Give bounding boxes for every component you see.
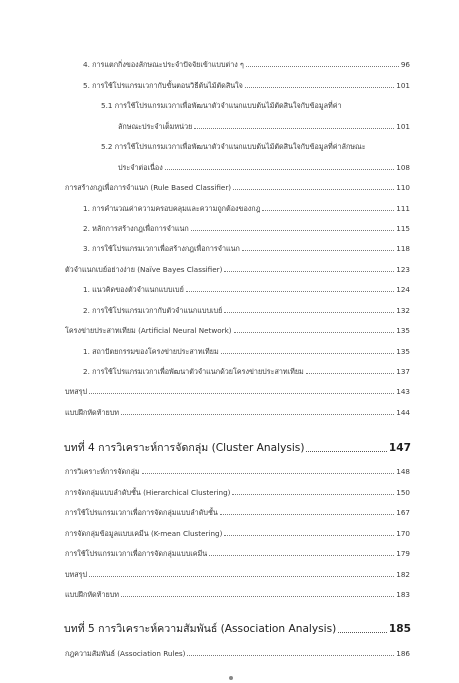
page-marker <box>229 676 233 680</box>
toc-entry-page: 96 <box>400 60 410 69</box>
toc-entry-page: 124 <box>396 285 410 294</box>
leader-dots <box>89 575 394 577</box>
toc-entry-title: 3. การใช้โปรแกรมเวกาเพื่อสร้างกฎเพื่อการจำแนก <box>83 244 240 253</box>
toc-entry-page: 182 <box>396 570 410 579</box>
toc-entry <box>65 549 410 558</box>
toc-entry-title: 1. แนวคิดของตัวจำแนกแบบเบย์ <box>83 285 184 294</box>
leader-dots <box>121 413 394 415</box>
leader-dots <box>89 392 394 394</box>
toc-entry-page: 110 <box>396 183 410 192</box>
toc-entry-page: 118 <box>396 244 410 253</box>
toc-entry <box>118 163 410 172</box>
toc-entry-title: การใช้โปรแกรมเวกาเพื่อการจัดกลุ่มแบบเคมีน <box>65 549 208 558</box>
chapter-page: 185 <box>388 623 411 635</box>
toc-entry-page: 148 <box>396 467 410 476</box>
toc-entry-title-cont: ลักษณะประจำเต็มหน่วย <box>118 122 193 131</box>
toc-entry-page: 167 <box>396 508 410 517</box>
chapter-title: บทที่ 5 การวิเคราะห์ความสัมพันธ์ (Association Analysis) <box>64 623 337 635</box>
toc-entry-page: 135 <box>396 347 410 356</box>
toc-entry-title: การวิเคราะห์การจัดกลุ่ม <box>65 467 140 476</box>
toc-entry-page: 135 <box>396 326 410 335</box>
toc-entry <box>83 224 410 233</box>
toc-entry-page: 186 <box>396 649 410 658</box>
toc-entry <box>65 387 410 396</box>
toc-entry-page: 101 <box>396 81 410 90</box>
toc-entry <box>65 570 410 579</box>
toc-entry-title: 5. การใช้โปรแกรมเวกากับขั้นตอนวิธีต้นไม้ตัดสินใจ <box>83 81 243 90</box>
toc-entry <box>65 649 410 658</box>
toc-entry-title: การจัดกลุ่มข้อมูลแบบเคมีน (K-mean Clustering) <box>65 529 223 538</box>
leader-dots <box>338 631 387 633</box>
leader-dots <box>221 352 395 354</box>
leader-dots <box>142 472 395 474</box>
toc-entry <box>65 183 410 192</box>
toc-entry <box>65 508 410 517</box>
toc-chapter-heading <box>64 623 411 636</box>
leader-dots <box>262 209 394 211</box>
toc-entry <box>83 244 410 253</box>
toc-entry-title: 2. การใช้โปรแกรมเวกาเพื่อพัฒนาตัวจำแนกด้วยโครงข่ายประสาทเทียม <box>83 367 304 376</box>
toc-entry-page: 115 <box>396 224 410 233</box>
toc-entry <box>83 204 410 213</box>
toc-entry-title: 1. สถาปัตยกรรมของโครงข่ายประสาทเทียม <box>83 347 219 356</box>
toc-entry-page: 137 <box>396 367 410 376</box>
toc-entry-page: 101 <box>396 122 410 131</box>
toc-entry <box>65 529 410 538</box>
toc-entry-title: โครงข่ายประสาทเทียม (Artificial Neural Network) <box>65 326 232 335</box>
toc-entry <box>83 347 410 356</box>
leader-dots <box>186 290 395 292</box>
toc-entry <box>65 408 410 417</box>
toc-entry-title: ตัวจำแนกเบย์อย่างง่าย (Naïve Bayes Classifier) <box>65 265 223 274</box>
toc-entry-page: 143 <box>396 387 410 396</box>
leader-dots <box>233 188 394 190</box>
toc-entry <box>83 367 410 376</box>
toc-entry-title: การจัดกลุ่มแบบลำดับชั้น (Hierarchical Clustering) <box>65 488 231 497</box>
leader-dots <box>224 311 394 313</box>
leader-dots <box>224 270 394 272</box>
toc-entry-page: 123 <box>396 265 410 274</box>
toc-entry <box>83 285 410 294</box>
leader-dots <box>191 229 395 231</box>
toc-entry <box>83 81 410 90</box>
toc-entry-title-cont: ประจำต่อเนื่อง <box>118 163 163 172</box>
toc-entry <box>65 467 410 476</box>
leader-dots <box>245 86 394 88</box>
leader-dots <box>306 372 395 374</box>
toc-entry-page: 144 <box>396 408 410 417</box>
toc-entry-title: 5.1 การใช้โปรแกรมเวกาเพื่อพัฒนาตัวจำแนกแบบต้นไม้ตัดสินใจกับข้อมูลที่ค่า <box>101 101 342 110</box>
leader-dots <box>246 65 399 67</box>
toc-entry <box>65 326 410 335</box>
leader-dots <box>220 513 395 515</box>
toc-entry-page: 170 <box>396 529 410 538</box>
toc-entry <box>118 122 410 131</box>
toc-entry-title: แบบฝึกหัดท้ายบท <box>65 408 120 417</box>
toc-entry-title: การสร้างกฎเพื่อการจำแนก (Rule Based Classifier) <box>65 183 232 192</box>
toc-entry-page: 132 <box>396 306 410 315</box>
toc-entry <box>65 265 410 274</box>
toc-entry-title: กฎความสัมพันธ์ (Association Rules) <box>65 649 186 658</box>
toc-entry-title: บทสรุป <box>65 387 88 396</box>
toc-entry <box>83 306 410 315</box>
toc-entry-title: แบบฝึกหัดท้ายบท <box>65 590 120 599</box>
toc-entry-page: 108 <box>396 163 410 172</box>
leader-dots <box>306 450 386 452</box>
leader-dots <box>224 534 394 536</box>
toc-entry-title: บทสรุป <box>65 570 88 579</box>
toc-entry-title: 4. การแตกกิ่งของลักษณะประจำปัจจัยเข้าแบบต่าง ๆ <box>83 60 244 69</box>
toc-entry-page: 183 <box>396 590 410 599</box>
leader-dots <box>232 493 394 495</box>
leader-dots <box>242 249 394 251</box>
toc-entry <box>65 590 410 599</box>
leader-dots <box>194 127 394 129</box>
leader-dots <box>209 554 394 556</box>
toc-entry-title: การใช้โปรแกรมเวกาเพื่อการจัดกลุ่มแบบลำดับชั้น <box>65 508 218 517</box>
leader-dots <box>187 654 394 656</box>
toc-entry <box>83 60 410 69</box>
toc-entry-title: 1. การคำนวณค่าความครอบคลุมและความถูกต้องของกฎ <box>83 204 261 213</box>
chapter-title: บทที่ 4 การวิเคราะห์การจัดกลุ่ม (Cluster Analysis) <box>64 442 305 454</box>
toc-chapter-heading <box>64 442 411 455</box>
toc-entry-page: 150 <box>396 488 410 497</box>
leader-dots <box>121 595 394 597</box>
leader-dots <box>165 168 395 170</box>
leader-dots <box>234 331 395 333</box>
toc-entry-page: 111 <box>396 204 410 213</box>
toc-entry <box>65 488 410 497</box>
toc-entry-title: 2. การใช้โปรแกรมเวกากับตัวจำแนกแบบเบย์ <box>83 306 223 315</box>
chapter-page: 147 <box>388 442 411 454</box>
toc-entry-title: 2. หลักการสร้างกฎเพื่อการจำแนก <box>83 224 189 233</box>
toc-entry-page: 179 <box>396 549 410 558</box>
toc-entry-title: 5.2 การใช้โปรแกรมเวกาเพื่อพัฒนาตัวจำแนกแบบต้นไม้ตัดสินใจกับข้อมูลที่ค่าลักษณะ <box>101 142 366 151</box>
